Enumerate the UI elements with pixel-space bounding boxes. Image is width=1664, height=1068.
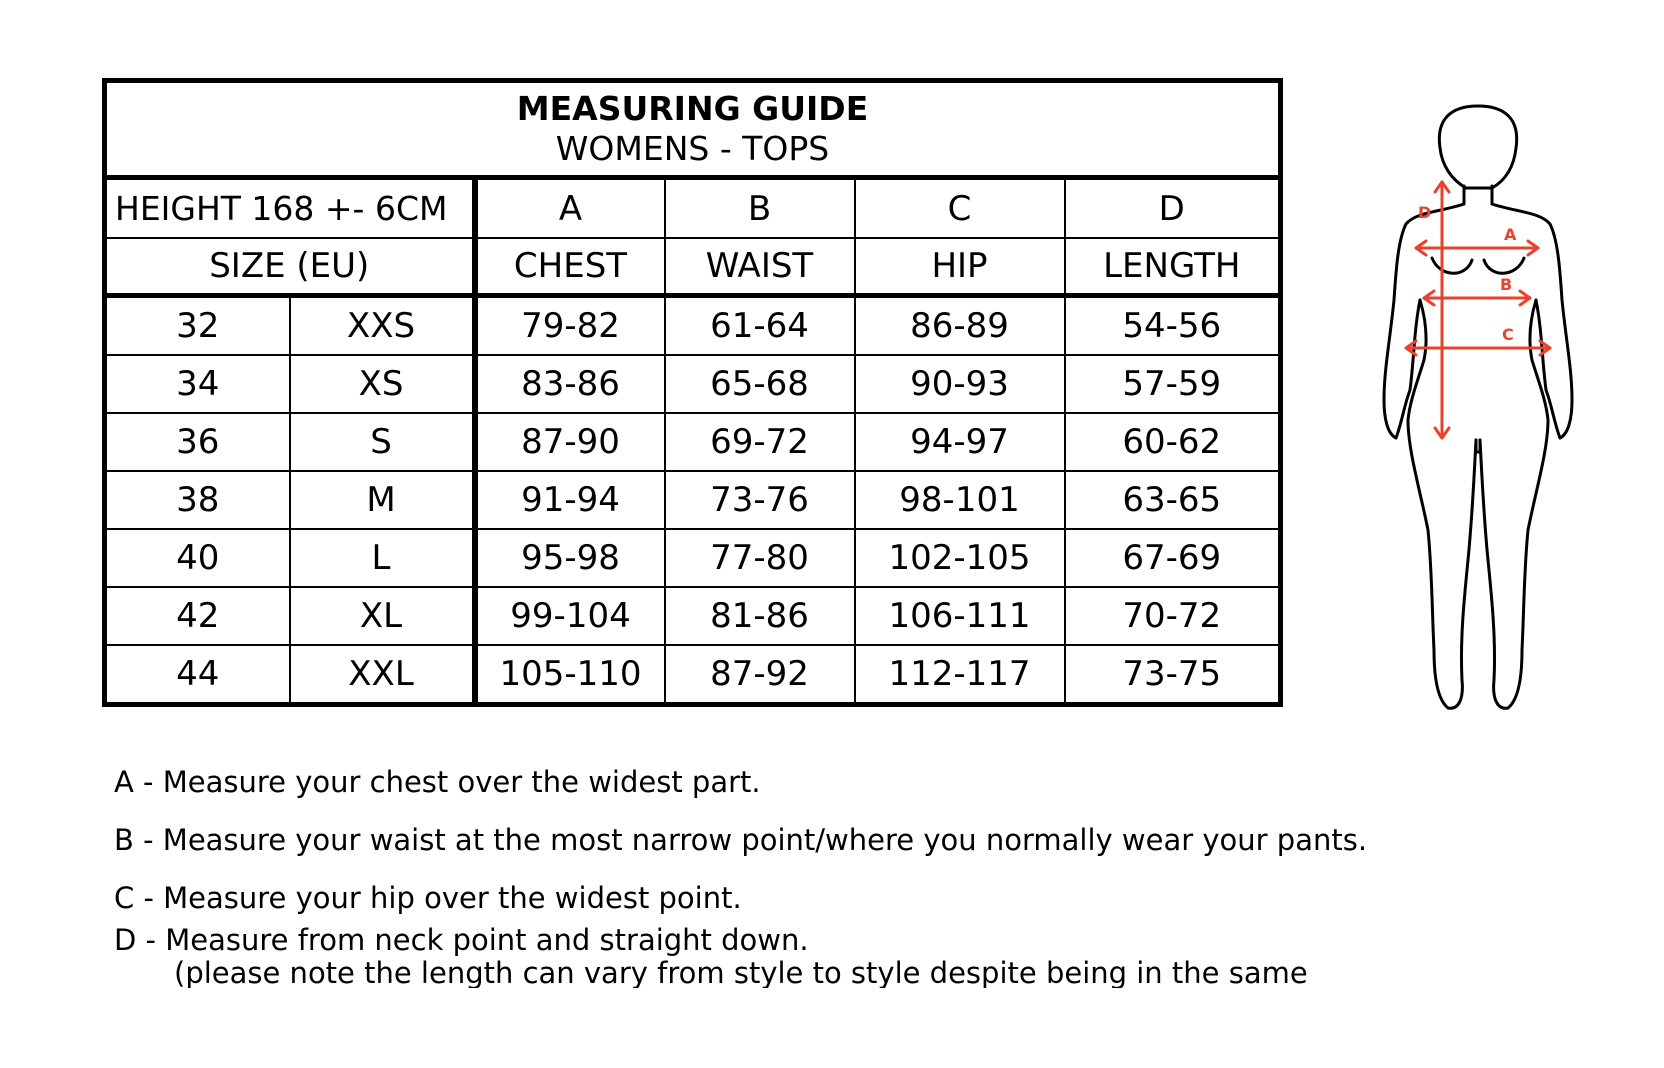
letter-size: M (290, 471, 475, 529)
table-row (105, 471, 1281, 529)
hip-value: 102-105 (855, 529, 1065, 587)
table-title-cell (105, 81, 1281, 178)
table-row (105, 645, 1281, 705)
eu-size: 40 (105, 529, 290, 587)
column-letter-a: A (475, 178, 665, 239)
length-value: 63-65 (1065, 471, 1281, 529)
hip-value: 106-111 (855, 587, 1065, 645)
chest-value: 83-86 (475, 355, 665, 413)
table-row (105, 529, 1281, 587)
waist-value: 65-68 (665, 355, 855, 413)
eu-size: 34 (105, 355, 290, 413)
chest-value: 99-104 (475, 587, 665, 645)
chest-value: 87-90 (475, 413, 665, 471)
note-length: D - Measure from neck point and straight down. (114, 923, 809, 957)
length-value: 57-59 (1065, 355, 1281, 413)
header-row-letters (105, 178, 1281, 239)
hip-value: 112-117 (855, 645, 1065, 705)
waist-value: 61-64 (665, 296, 855, 356)
header-row-names (105, 238, 1281, 296)
letter-size: XS (290, 355, 475, 413)
note-waist: B - Measure your waist at the most narrow point/where you normally wear your pants. (114, 823, 1368, 857)
size-guide-table (102, 78, 1283, 707)
chest-value: 79-82 (475, 296, 665, 356)
letter-size: XL (290, 587, 475, 645)
letter-size: XXS (290, 296, 475, 356)
column-name-length: LENGTH (1065, 238, 1281, 296)
table-row (105, 355, 1281, 413)
column-name-chest: CHEST (475, 238, 665, 296)
waist-value: 81-86 (665, 587, 855, 645)
length-value: 60-62 (1065, 413, 1281, 471)
column-name-hip: HIP (855, 238, 1065, 296)
length-value: 67-69 (1065, 529, 1281, 587)
body-outline-icon (1380, 100, 1580, 720)
eu-size: 38 (105, 471, 290, 529)
table-row (105, 413, 1281, 471)
length-value: 70-72 (1065, 587, 1281, 645)
table-row (105, 587, 1281, 645)
eu-size: 44 (105, 645, 290, 705)
column-letter-d: D (1065, 178, 1281, 239)
body-figure (1380, 100, 1580, 720)
column-name-waist: WAIST (665, 238, 855, 296)
hip-value: 86-89 (855, 296, 1065, 356)
column-letter-b: B (665, 178, 855, 239)
size-eu-label: SIZE (EU) (105, 238, 475, 296)
table-row (105, 296, 1281, 356)
marker-label-b: B (1500, 275, 1513, 294)
guide-subtitle: WOMENS - TOPS (555, 129, 830, 168)
length-value: 73-75 (1065, 645, 1281, 705)
eu-size: 42 (105, 587, 290, 645)
hip-value: 90-93 (855, 355, 1065, 413)
letter-size: L (290, 529, 475, 587)
waist-value: 69-72 (665, 413, 855, 471)
note-hip: C - Measure your hip over the widest point. (114, 881, 742, 915)
waist-value: 87-92 (665, 645, 855, 705)
waist-value: 77-80 (665, 529, 855, 587)
note-length-disclaimer: (please note the length can vary from style to style despite being in the same (174, 958, 1308, 988)
length-value: 54-56 (1065, 296, 1281, 356)
letter-size: XXL (290, 645, 475, 705)
marker-label-a: A (1504, 225, 1517, 244)
column-letter-c: C (855, 178, 1065, 239)
hip-value: 98-101 (855, 471, 1065, 529)
chest-value: 105-110 (475, 645, 665, 705)
chest-value: 95-98 (475, 529, 665, 587)
marker-label-d: D (1418, 203, 1432, 222)
chest-value: 91-94 (475, 471, 665, 529)
marker-label-c: C (1502, 325, 1514, 344)
waist-value: 73-76 (665, 471, 855, 529)
eu-size: 36 (105, 413, 290, 471)
note-chest: A - Measure your chest over the widest part. (114, 765, 761, 799)
eu-size: 32 (105, 296, 290, 356)
guide-title: MEASURING GUIDE (516, 89, 869, 129)
letter-size: S (290, 413, 475, 471)
hip-value: 94-97 (855, 413, 1065, 471)
height-label: HEIGHT 168 +- 6CM (105, 178, 475, 239)
